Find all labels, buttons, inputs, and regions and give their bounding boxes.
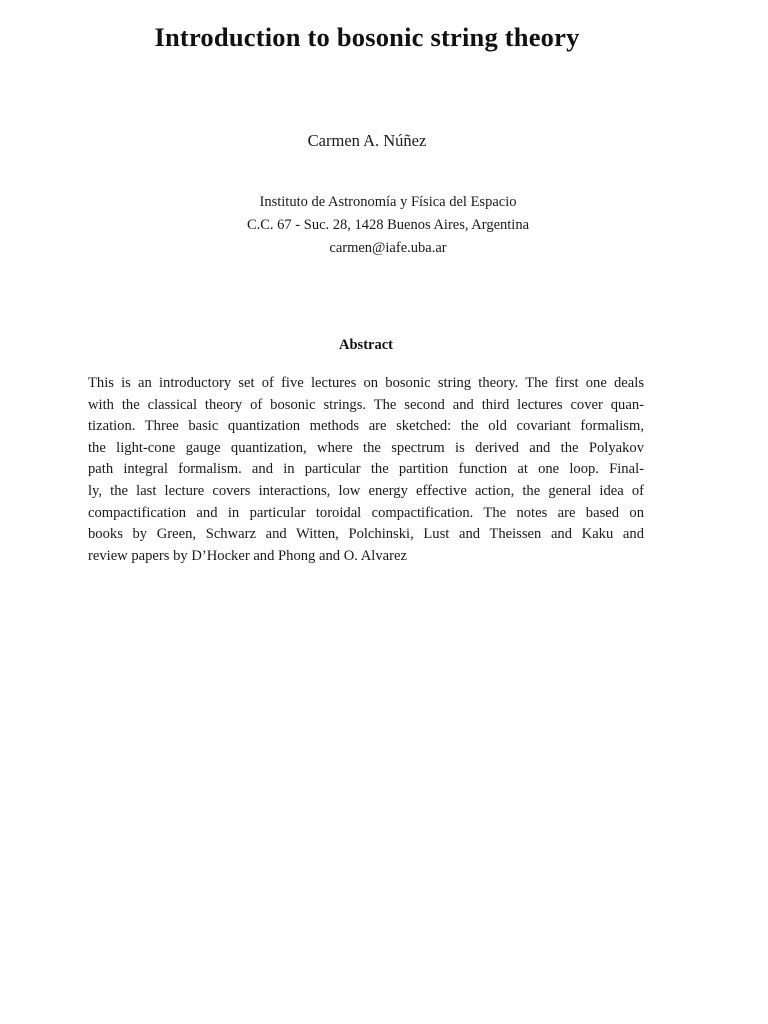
- author-name: Carmen A. Núñez: [307, 131, 427, 150]
- abstract-heading: Abstract: [339, 337, 393, 353]
- abstract-line: review papers by D’Hocker and Phong and O. Alvarez: [88, 547, 407, 564]
- author-email: carmen@iafe.uba.ar: [329, 240, 447, 256]
- paper-title: Introduction to bosonic string theory: [154, 22, 580, 52]
- abstract-line: path integral formalism. and in particular the partition function at one loop. Final-: [88, 461, 644, 478]
- affiliation-institute: Instituto de Astronomía y Física del Espacio: [259, 194, 517, 210]
- abstract-body: [88, 373, 644, 567]
- abstract-line: This is an introductory set of five lectures on bosonic string theory. The first one deals: [88, 375, 644, 391]
- abstract-line: with the classical theory of bosonic strings. The second and third lectures cover quan-: [88, 396, 644, 413]
- abstract-line: books by Green, Schwarz and Witten, Polchinski, Lust and Theissen and Kaku and: [88, 526, 644, 543]
- affiliation-address: C.C. 67 - Suc. 28, 1428 Buenos Aires, Argentina: [246, 217, 530, 233]
- abstract-line: ly, the last lecture covers interactions, low energy effective action, the general idea of: [88, 482, 644, 499]
- abstract-line: compactification and in particular toroidal compactification. The notes are based on: [88, 504, 644, 521]
- abstract-line: the light-cone gauge quantization, where the spectrum is derived and the Polyakov: [88, 439, 644, 456]
- affiliation-block: [0, 191, 768, 260]
- abstract-line: tization. Three basic quantization methods are sketched: the old covariant formalism,: [88, 418, 644, 435]
